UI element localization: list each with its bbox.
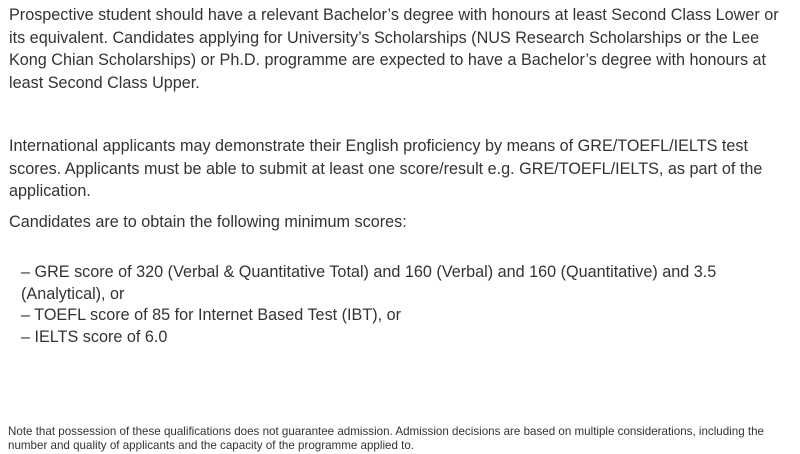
dash-marker: – xyxy=(21,306,31,324)
degree-requirement-paragraph: Prospective student should have a relevant Bachelor’s degree with honours at least Second Class Lower or its equivalent. Candidates applying for University’s Scholarships (NUS Research Scholarships or the Lee Kong Chian Scholarships) or Ph.D. programme are expected to have a Bachelor’s degree with honours at least Second Class Upper. xyxy=(9,6,779,92)
list-item-ielts xyxy=(21,327,791,349)
minimum-scores-intro: Candidates are to obtain the following minimum scores: xyxy=(9,213,407,231)
admission-requirements xyxy=(9,4,794,452)
admission-note: Note that possession of these qualifications does not guarantee admission. Admission decisions are based on multiple considerations, including the number and quality of applicants and the capacity of the programme applied to. xyxy=(8,425,764,452)
toefl-requirement: TOEFL score of 85 for Internet Based Test (IBT), or xyxy=(34,306,402,324)
list-item-gre xyxy=(21,262,791,305)
english-proficiency-paragraph: International applicants may demonstrate their English proficiency by means of GRE/TOEFL/IELTS test scores. Applicants must be able to submit at least one score/result e.g. GRE/TOEFL/IELTS, as part of the application. xyxy=(9,137,763,200)
list-item-toefl xyxy=(21,305,791,327)
minimum-scores-list xyxy=(21,262,791,348)
ielts-requirement: IELTS score of 6.0 xyxy=(34,327,168,346)
dash-marker: – xyxy=(21,327,31,346)
dash-marker: – xyxy=(21,263,31,281)
gre-requirement: GRE score of 320 (Verbal & Quantitative Total) and 160 (Verbal) and 160 (Quantitative) and 3.5 (Analytical), or xyxy=(21,263,717,303)
